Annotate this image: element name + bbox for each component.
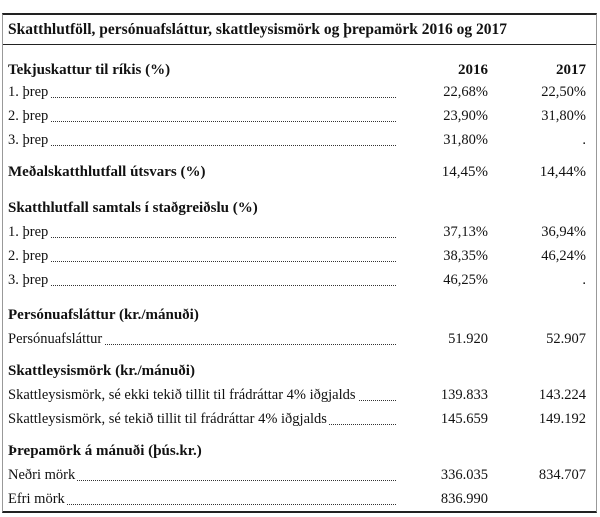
value-2017: 14,44% (539, 164, 586, 180)
value-2016: 145.659 (440, 411, 488, 427)
row-label: 2. þrep (8, 105, 396, 127)
tax-table (2, 13, 597, 513)
row-label: Skattleysismörk, sé ekki tekið tillit til frádráttar 4% iðgjalds (8, 384, 396, 406)
value-2017: . (582, 272, 586, 288)
row-label: Persónuafsláttur (8, 328, 396, 350)
row-label: Skattleysismörk, sé tekið tillit til frádráttar 4% iðgjalds (8, 408, 396, 430)
value-2016: 836.990 (440, 491, 488, 507)
table-row (3, 221, 596, 243)
table-row (3, 384, 596, 406)
value-2017: 46,24% (541, 248, 586, 264)
value-2017: 52.907 (546, 331, 586, 347)
value-2016: 37,13% (443, 224, 488, 240)
value-2016: 22,68% (443, 84, 488, 100)
column-header-2017: 2017 (556, 62, 586, 78)
row-label: Efri mörk (8, 488, 396, 510)
value-2016: 23,90% (443, 108, 488, 124)
value-2016: 336.035 (440, 467, 488, 483)
value-2016: 38,35% (443, 248, 488, 264)
section-heading (3, 304, 596, 326)
table-header-row (3, 59, 596, 81)
row-label: Neðri mörk (8, 464, 396, 486)
section-heading-text: Skattleysismörk (kr./mánuði) (8, 363, 195, 379)
section-heading (3, 440, 596, 462)
value-2016: 46,25% (443, 272, 488, 288)
value-2017: 149.192 (538, 411, 586, 427)
value-2017: 143.224 (538, 387, 586, 403)
table-row (3, 269, 596, 291)
value-2016: 51.920 (448, 331, 488, 347)
value-2017: 22,50% (541, 84, 586, 100)
table-title: Skatthlutföll, persónuafsláttur, skattleysismörk og þrepamörk 2016 og 2017 (3, 15, 596, 45)
value-2016: 14,45% (441, 164, 488, 180)
row-label: 3. þrep (8, 269, 396, 291)
section-heading: Tekjuskattur til ríkis (%) (8, 62, 171, 78)
table-row (3, 161, 596, 183)
section-heading (3, 197, 596, 219)
section-heading (3, 360, 596, 382)
table-row (3, 81, 596, 103)
value-2017: 31,80% (541, 108, 586, 124)
table-row (3, 245, 596, 267)
table-row (3, 129, 596, 151)
table-row (3, 328, 596, 350)
column-header-2016: 2016 (458, 62, 488, 78)
row-label: 1. þrep (8, 221, 396, 243)
row-label: 1. þrep (8, 81, 396, 103)
table-row (3, 105, 596, 127)
section-heading-text: Skatthlutfall samtals í staðgreiðslu (%) (8, 200, 258, 216)
table-row (3, 488, 596, 510)
value-2017: . (582, 132, 586, 148)
section-heading-text: Persónuafsláttur (kr./mánuði) (8, 307, 199, 323)
table-row (3, 464, 596, 486)
section-heading: Meðalskatthlutfall útsvars (%) (8, 164, 206, 180)
table-row (3, 408, 596, 430)
row-label: 3. þrep (8, 129, 396, 151)
value-2017: 36,94% (541, 224, 586, 240)
value-2016: 139.833 (440, 387, 488, 403)
row-label: 2. þrep (8, 245, 396, 267)
value-2017: 834.707 (538, 467, 586, 483)
value-2016: 31,80% (443, 132, 488, 148)
section-heading-text: Þrepamörk á mánuði (þús.kr.) (8, 443, 202, 459)
